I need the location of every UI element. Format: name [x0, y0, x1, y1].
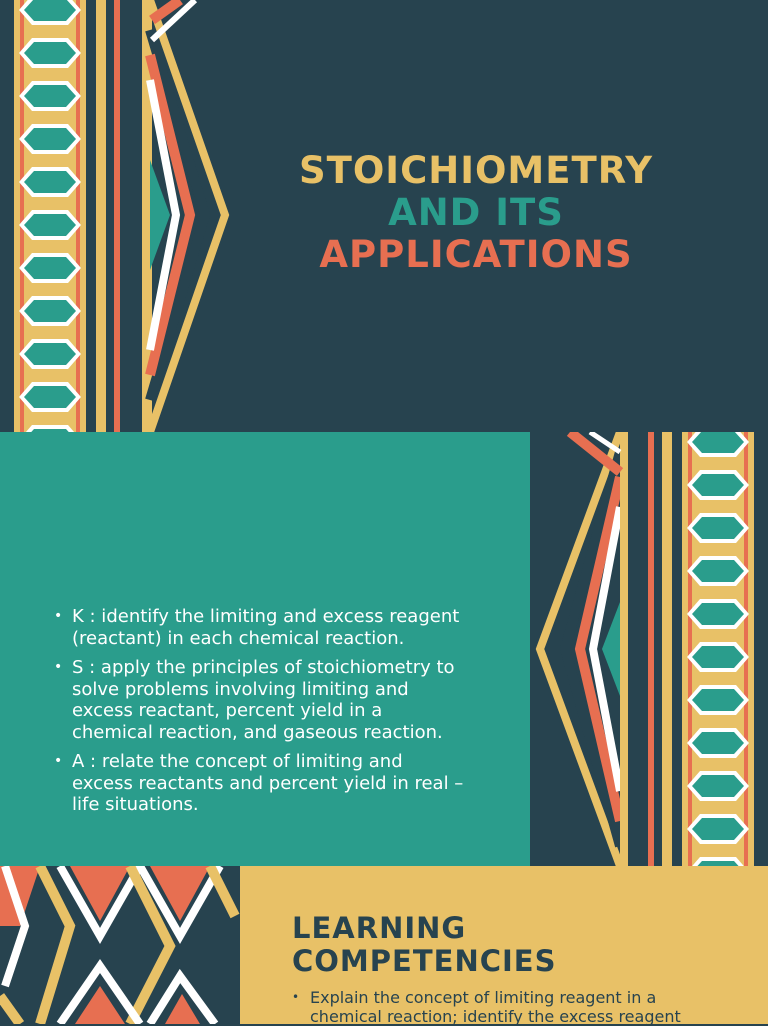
title-line-3: APPLICATIONS	[319, 233, 633, 276]
diamond-ornament-fill	[692, 646, 744, 668]
presentation-title	[240, 150, 712, 276]
title-line-1: STOICHIOMETRY	[298, 149, 654, 192]
diamond-ornament-fill	[24, 171, 76, 193]
list-item: • S : apply the principles of stoichiometry to solve problems involving limiting and excess reactant, percent yield in a chemical reaction, and gaseous reaction.	[54, 657, 464, 743]
diamond-ornament-fill	[24, 214, 76, 236]
diamond-ornament-fill	[24, 343, 76, 365]
competencies-heading	[292, 912, 557, 978]
diamond-ornament-fill	[24, 85, 76, 107]
tribal-pattern-left-decoration	[0, 0, 240, 432]
diamond-ornament-fill	[692, 432, 744, 453]
diamond-ornament-fill	[692, 775, 744, 797]
diamond-ornament-fill	[24, 386, 76, 408]
competencies-heading-line-1: LEARNING	[292, 911, 467, 945]
competencies-heading-line-2: COMPETENCIES	[292, 944, 557, 978]
tribal-pattern-bottom-decoration	[0, 866, 240, 1024]
title-slide[interactable]	[0, 0, 768, 432]
diamond-ornament-fill	[692, 603, 744, 625]
diamond-ornament-fill	[692, 689, 744, 711]
diamond-ornament-fill	[692, 732, 744, 754]
diamond-ornament-fill	[692, 818, 744, 840]
list-item: • K : identify the limiting and excess reagent (reactant) in each chemical reaction.	[54, 606, 464, 649]
diamond-ornament-fill	[24, 0, 76, 21]
objectives-list	[54, 606, 464, 824]
diamond-ornament-fill	[24, 300, 76, 322]
list-item: • Explain the concept of limiting reagent in a chemical reaction; identify the excess reagent	[292, 988, 732, 1026]
diamond-ornament-fill	[24, 257, 76, 279]
diamond-ornament-fill	[692, 517, 744, 539]
diamond-ornament-fill	[24, 128, 76, 150]
title-line-2: AND ITS	[388, 191, 564, 234]
tribal-pattern-right-decoration	[530, 432, 768, 866]
diamond-ornament-fill	[692, 560, 744, 582]
diamond-ornament-fill	[24, 42, 76, 64]
list-item: • A : relate the concept of limiting and excess reactants and percent yield in real – life situations.	[54, 751, 464, 816]
diamond-ornament-fill	[692, 474, 744, 496]
competencies-list	[292, 988, 732, 1026]
